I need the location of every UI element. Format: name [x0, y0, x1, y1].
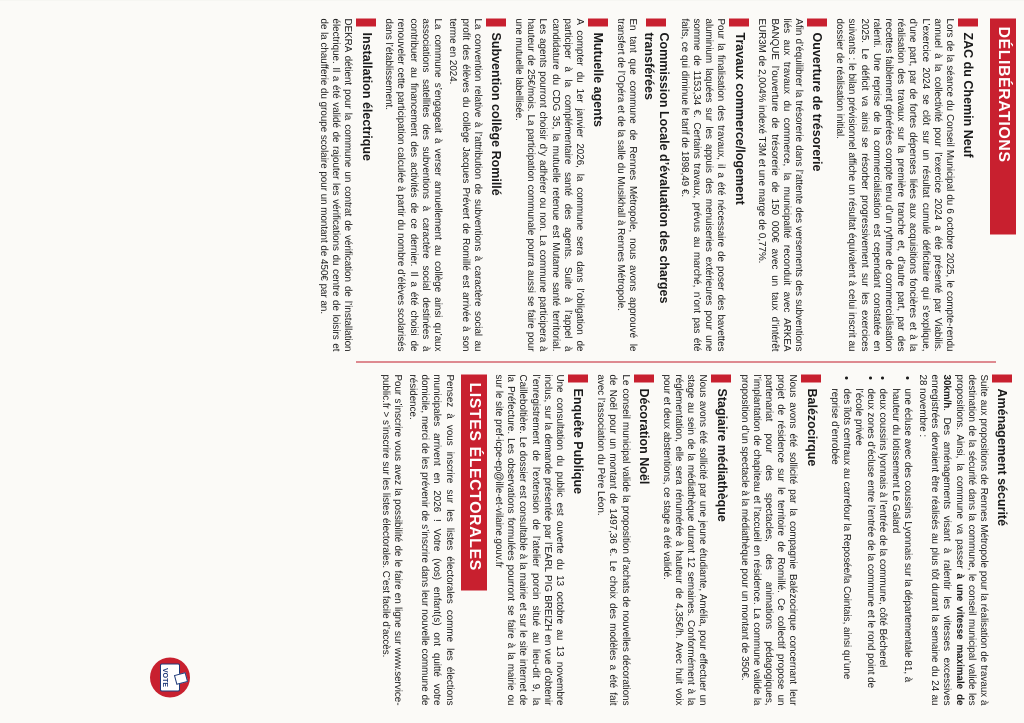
stagiaire-title: Stagiaire médiathèque	[714, 388, 729, 522]
vote-label: VOTE	[161, 667, 168, 687]
college-title: Subvention collège Romillé	[489, 32, 504, 196]
section-heading-enquete	[568, 374, 588, 705]
red-bar-marker	[634, 374, 654, 382]
section-heading-zac	[958, 18, 978, 351]
zac-paragraph: Lors de la séance du Conseil Municipal du 6 octobre 2025, le compte-rendu annuel à la collectivité pour l’exercice 2024 a été présenté par Viabilis. L’exercice 2024 se clôt sur un résultat cumulé déficitaire qui s’explique, d’une part, par de fortes dépenses liées aux acquisitions foncières et à la réalisation des travaux sur la première tranche et, d’autre part, par des recettes faiblement générées compte tenu d’un rythme de commercialisation ralenti. Une reprise de la commercialisation est cependant constatée en 2025. Le déficit va ainsi se résorber progressivement sur les exercices suivants : le bilan prévisionnel affiche un résultat équivalent à celui inscrit au dossier de réalisation initial.	[834, 18, 955, 351]
section-heading-balezocirque	[801, 374, 821, 705]
tresorerie-title: Ouverture de trésorerie	[810, 32, 825, 171]
ballot-box-icon	[160, 663, 180, 691]
electrique-paragraph: DEKRA détient pour la commune un contrat de vérification de l’installation électrique. Il a été validé de rajouter les vérifications du centre de loisirs et de la chaufferie du groupe scolaire pour un montant de 450€ par an.	[317, 18, 354, 351]
section-heading-commerce	[729, 18, 749, 351]
list-item: • deux coussins lyonnais à l’entrée de la commune, côté Bécherel	[876, 388, 888, 705]
amenagement-title: Aménagement sécurité	[995, 388, 1010, 526]
list-item: • deux zones d’écluse entre l’entrée de la commune et le rond point de l’école privée	[852, 388, 876, 705]
red-bar-marker	[588, 18, 608, 26]
red-bar-marker	[992, 374, 1012, 382]
amenagement-list	[827, 374, 912, 705]
electrique-title: Installation électrique	[359, 32, 374, 161]
section-heading-stagiaire	[711, 374, 731, 705]
ballot-paper-icon	[174, 672, 188, 685]
amenagement-text-end: . Des aménagements visant à ralentir les vitesses excessives enregistrées devraient être réalisés au plus tôt durant la semaine du 24 au 28 novembre :	[916, 374, 953, 705]
college-paragraph-1: La convention relative à l’attribution de subventions à caractère social au profit des élèves du collège Jacques Prévert de Romillé est arrivée à son terme en 2024.	[447, 18, 483, 351]
section-heading-mutuelle	[588, 18, 608, 351]
noel-title: Décoration Noël	[637, 388, 652, 484]
clect-title: Commission Locale d’évaluation des charges transférées	[642, 32, 672, 303]
section-heading-amenagement	[992, 374, 1012, 705]
mutuelle-title: Mutuelle agents	[591, 32, 606, 127]
list-item: • des îlots centraux au carrefour la Reposée/la Cointais, ainsi qu’une reprise d’enrobée	[827, 388, 851, 705]
balezocirque-title: Balézocirque	[804, 388, 819, 466]
enquete-title: Enquête Publique	[571, 388, 586, 494]
stagiaire-paragraph: Nous avons été sollicité par une jeune étudiante, Amélia, pour effectuer un stage au sein de la médiathèque durant 12 semaines. Conformément à la réglementation, elle sera rénumérée à hauteur de 4,35€/h. Avec huit voix pour et deux abstentions, ce stage a été validé.	[660, 374, 709, 705]
balezocirque-paragraph: Nous avons été sollicité par la compagnie Balézocirque concernant leur projet de résidence sur le territoire de Romillé. Ce collectif propose un partenariat pour des spectacles, des animations pédagogiques, l’implantation de chapiteau et l’accueil en résidence. La commune valide la proposition d’un spectacle à la médiathèque pour un montant de 350€.	[738, 374, 799, 705]
listes-banner: LISTES ÉLECTORALES	[461, 374, 487, 590]
college-paragraph-2: La commune s’engageait à verser annuellement au collège ainsi qu’aux associations satellites des subventions à caractère social destinées à contribuer au financement des activités de ce dernier. Il a été choisi de renouveler cette participation calculée à partir du nombre d’élèves scolarisés dans l’établissement.	[383, 18, 444, 351]
section-heading-tresorerie	[807, 18, 827, 351]
amenagement-paragraph	[916, 374, 989, 705]
listes-paragraph-1: Pensez à vous inscrire sur les listes électorales comme les élections municipales arrivent en 2026 ! Votre (vos) enfant(s) ont quitté votre domicile, merci de les prévenir de s’inscrire dans leur nouvelle commune de résidence.	[407, 374, 455, 705]
zac-title: ZAC du Chemin Neuf	[961, 32, 976, 157]
amenagement-text-start: Suite aux propositions de Rennes Métropole pour la réalisation de travaux à destination de la sécurité dans la commune, le conseil municipal valide les propositions. Ainsi, la commune va passer	[953, 374, 989, 705]
vote-ballot-icon	[150, 657, 190, 697]
red-bar-marker	[801, 374, 821, 382]
enquete-paragraph: Une consultation du public est ouverte du 13 octobre au 13 novembre inclus, sur la demande présentée par l’EARL PIG BREIZH en vue d’obtenir l’enregistrement de l’extension de l’atelier porcin situé au lieu-dit 9, la Cailleboltière. Le dossier est consultable à la mairie et sur le site internet de la Préfecture. Les observations formulées pourront se faire à la mairie ou sur le site pref-icpe-ep@ille-et-vilaine.gouv.fr	[492, 374, 565, 705]
noel-paragraph: Le conseil municipal valide la proposition d’achats de nouvelles décorations de Noël pour un montant de 1497,36 €. Le choix des modèles a été fait avec l’association du Père Léon.	[595, 374, 631, 705]
amenagement-speed-limit: à une vitesse maximale de 30km/h	[941, 374, 965, 705]
red-bar-marker	[958, 18, 978, 26]
red-bar-marker	[568, 374, 588, 382]
list-item: • une écluse avec des coussins Lyonnais sur la départementale 81, à hauteur du lotissement Le Galard	[888, 388, 912, 705]
red-bar-marker	[646, 18, 666, 26]
listes-paragraph-2: Pour s’inscrire vous avez la possibilité de le faire en ligne sur www.service-public.fr > s’inscrire sur les listes électorales. C’est facile d’accès.	[379, 374, 403, 705]
section-heading-electrique	[356, 18, 376, 351]
tresorerie-paragraph: Afin d’équilibrer la trésorerie dans l’attente des versements des subventions liés aux travaux du commerce, la municipalité reconduit avec ARKEA BANQUE l’ouverture de trésorerie de 150 000€ avec un taux d’intérêt EUR3M de 2,004% indexé T3M et une marge de 0,77%.	[756, 18, 804, 351]
section-heading-clect	[641, 18, 671, 351]
red-bar-marker	[356, 18, 376, 26]
red-bar-marker	[807, 18, 827, 26]
commerce-paragraph: Pour la finalisation des travaux, il a été nécessaire de poser des bavettes aluminium laquées sur les appuis des menuiseries extérieures pour une somme de 1153,34 €. Certains travaux, prévus au marché, n’ont pas été faits, ce qui diminue le tarif de 1898,49 €.	[678, 18, 727, 351]
column-deliberations	[0, 0, 1024, 361]
commerce-title: Travaux commerce/logement	[732, 32, 747, 205]
section-heading-noel	[634, 374, 654, 705]
column-right	[0, 362, 1024, 723]
mutuelle-paragraph: A compter du 1er janvier 2026, la commune sera dans l’obligation de participer à la complémentaire santé des agents. Suite à l’appel à candidature du CDG 35, la mutuelle retenue est Mutame santé territorial. Les agents pourront choisir d’y adhérer ou non. La commune participera à hauteur de 25€/mois. La participation communale pourra aussi se faire pour une mutuelle labellisée.	[512, 18, 585, 351]
red-bar-marker	[711, 374, 731, 382]
section-heading-college	[486, 18, 506, 351]
red-bar-marker	[729, 18, 749, 26]
deliberations-banner: DÉLIBÉRATIONS	[990, 18, 1016, 234]
clect-paragraph: En tant que commune de Rennes Métropole, nous avons approuvé le transfert de l’Opéra et de la salle du Musikhall à Rennes Métropole.	[615, 18, 639, 351]
red-bar-marker	[486, 18, 506, 26]
